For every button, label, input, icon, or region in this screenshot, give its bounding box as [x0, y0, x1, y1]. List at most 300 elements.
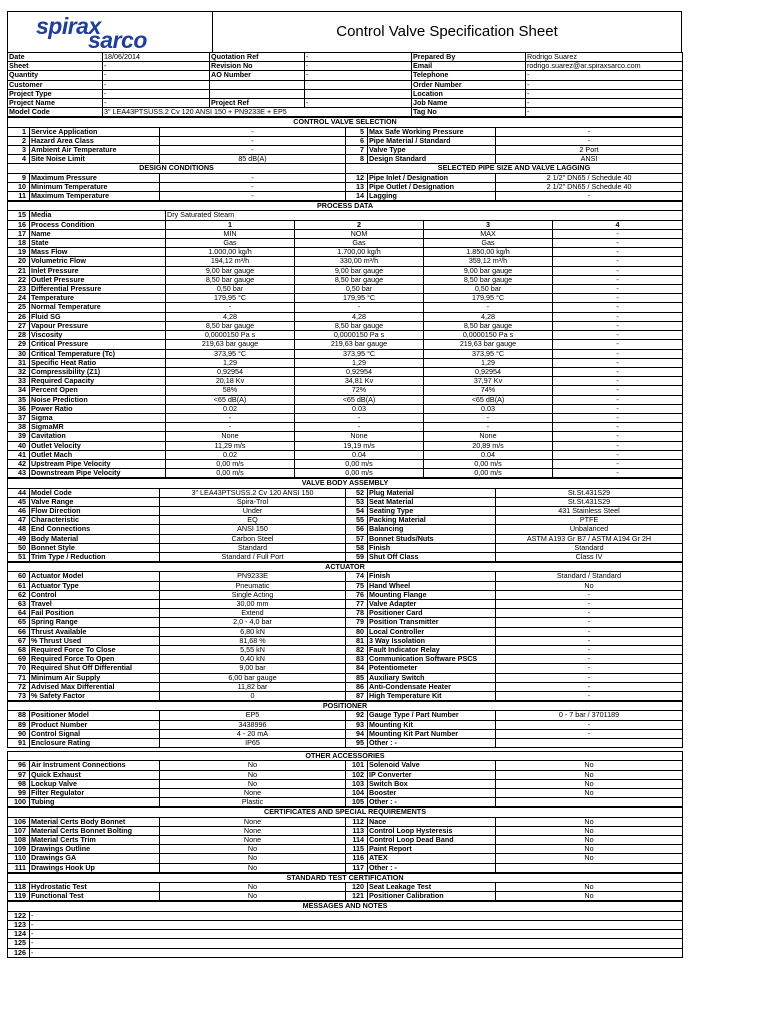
row-label: Site Noise Limit: [30, 155, 160, 164]
section-header: [8, 702, 683, 711]
row-value: 5,55 kN: [160, 646, 346, 655]
row-label: High Temperature Kit: [368, 692, 496, 701]
row-label: Advised Max Differential: [30, 682, 160, 691]
info-label: Telephone: [412, 71, 526, 80]
process-row: [8, 312, 683, 321]
row-number: 17: [8, 229, 30, 238]
row-label: Temperature: [30, 294, 166, 303]
info-row: [8, 108, 683, 117]
row-value: -: [496, 599, 683, 608]
row-value: 0.02: [166, 450, 295, 459]
row-label: Minimum Temperature: [30, 182, 160, 191]
row-value: -: [553, 266, 683, 275]
row-value: 4,28: [424, 312, 553, 321]
row-label: Product Number: [30, 720, 160, 729]
row-number: 59: [346, 552, 368, 561]
section-header: [8, 752, 683, 761]
process-row: [8, 321, 683, 330]
spec-row: [8, 609, 683, 618]
row-value: ANSI 150: [160, 525, 346, 534]
row-value: None: [160, 789, 346, 798]
row-label: Communication Software PSCS: [368, 655, 496, 664]
row-number: 73: [8, 692, 30, 701]
info-row: [8, 71, 683, 80]
row-label: Percent Open: [30, 386, 166, 395]
row-value: 0,50 bar: [424, 285, 553, 294]
spec-row: [8, 552, 683, 561]
row-value: -: [496, 192, 683, 201]
row-label: Max Safe Working Pressure: [368, 127, 496, 136]
row-number: 28: [8, 331, 30, 340]
row-number: 23: [8, 285, 30, 294]
row-value: PN9233E: [160, 572, 346, 581]
row-number: 7: [346, 146, 368, 155]
row-number: 41: [8, 450, 30, 459]
row-number: 68: [8, 646, 30, 655]
row-number: 101: [346, 761, 368, 770]
row-number: 67: [8, 636, 30, 645]
row-number: 92: [346, 711, 368, 720]
data-table: [7, 117, 683, 201]
row-label: Control Signal: [30, 729, 160, 738]
row-value: 8,50 bar gauge: [424, 321, 553, 330]
row-value: -: [166, 303, 295, 312]
row-label: Potentiometer: [368, 664, 496, 673]
row-value: Standard / Full Port: [160, 552, 346, 561]
row-label: Characteristic: [30, 516, 160, 525]
row-value: 1.700,00 kg/h: [295, 248, 424, 257]
row-label: ATEX: [368, 854, 496, 863]
row-number: 16: [8, 220, 30, 229]
row-value: MAX: [424, 229, 553, 238]
process-row: [8, 229, 683, 238]
info-value: [305, 80, 412, 89]
process-row: [8, 367, 683, 376]
process-row: [8, 423, 683, 432]
row-label: Name: [30, 229, 166, 238]
row-value: Under: [160, 506, 346, 515]
row-value: 2 1/2" DN65 / Schedule 40: [496, 182, 683, 191]
row-label: Required Shut Off Differential: [30, 664, 160, 673]
spec-row: [8, 817, 683, 826]
row-value: 0.02: [166, 404, 295, 413]
row-value: No: [160, 779, 346, 788]
process-row: [8, 358, 683, 367]
note-row: [8, 948, 683, 957]
row-label: Finish: [368, 572, 496, 581]
row-value: 11,29 m/s: [166, 441, 295, 450]
row-value: 0: [160, 692, 346, 701]
row-value: NOM: [295, 229, 424, 238]
row-label: Gauge Type / Part Number: [368, 711, 496, 720]
row-value: Plastic: [160, 798, 346, 807]
row-label: Critical Temperature (Tc): [30, 349, 166, 358]
row-number: 81: [346, 636, 368, 645]
row-value: -: [295, 303, 424, 312]
spec-row: [8, 673, 683, 682]
row-label: Media: [30, 211, 166, 220]
info-label: Location: [412, 89, 526, 98]
row-label: Quick Exhaust: [30, 770, 160, 779]
row-number: 20: [8, 257, 30, 266]
row-number: 125: [8, 939, 30, 948]
row-number: 121: [346, 892, 368, 901]
row-value: 0,00 m/s: [166, 459, 295, 468]
info-label: [210, 80, 305, 89]
row-number: 107: [8, 826, 30, 835]
row-label: Fault Indicator Relay: [368, 646, 496, 655]
note-row: [8, 920, 683, 929]
row-value: Gas: [424, 239, 553, 248]
row-value: -: [553, 367, 683, 376]
row-value: -: [424, 413, 553, 422]
row-value: 8,50 bar gauge: [295, 275, 424, 284]
row-label: Fluid SG: [30, 312, 166, 321]
info-value: -: [526, 71, 683, 80]
spec-row: [8, 646, 683, 655]
row-value: 2,0 - 4,0 bar: [160, 618, 346, 627]
row-label: Lockup Valve: [30, 779, 160, 788]
info-value: -: [526, 99, 683, 108]
row-label: Pipe Outlet / Designation: [368, 182, 496, 191]
row-label: Outlet Velocity: [30, 441, 166, 450]
row-value: 9,00 bar: [160, 664, 346, 673]
row-label: Mounting Kit: [368, 720, 496, 729]
info-label: AO Number: [210, 71, 305, 80]
note-text: -: [30, 930, 683, 939]
spec-row: [8, 127, 683, 136]
row-label: Positioner Model: [30, 711, 160, 720]
row-number: 33: [8, 377, 30, 386]
row-value: 8,50 bar gauge: [295, 321, 424, 330]
row-number: 35: [8, 395, 30, 404]
row-value: -: [496, 590, 683, 599]
row-number: 79: [346, 618, 368, 627]
data-table: [7, 751, 683, 807]
row-number: 27: [8, 321, 30, 330]
row-value: None: [160, 817, 346, 826]
row-number: 8: [346, 155, 368, 164]
info-row: [8, 80, 683, 89]
spec-row: [8, 655, 683, 664]
row-value: 1.000,00 kg/h: [166, 248, 295, 257]
row-value: [496, 798, 683, 807]
row-value: -: [553, 257, 683, 266]
info-label: [210, 89, 305, 98]
info-value: -: [526, 108, 683, 117]
row-label: Position Transmitter: [368, 618, 496, 627]
row-label: Drawings GA: [30, 854, 160, 863]
row-value: Gas: [166, 239, 295, 248]
row-number: 61: [8, 581, 30, 590]
process-row: [8, 285, 683, 294]
row-value: No: [496, 789, 683, 798]
row-value: No: [496, 779, 683, 788]
row-value: 37,97 Kv: [424, 377, 553, 386]
spec-row: [8, 692, 683, 701]
row-value: 373,95 °C: [424, 349, 553, 358]
row-value: 9,00 bar gauge: [424, 266, 553, 275]
row-label: Local Controller: [368, 627, 496, 636]
note-text: -: [30, 948, 683, 957]
row-number: 22: [8, 275, 30, 284]
row-value: -: [553, 275, 683, 284]
spec-row: [8, 627, 683, 636]
row-value: -: [496, 682, 683, 691]
row-value: 3438996: [160, 720, 346, 729]
row-label: Outlet Mach: [30, 450, 166, 459]
info-label: Date: [8, 53, 103, 62]
row-label: Valve Type: [368, 146, 496, 155]
row-value: 20,18 Kv: [166, 377, 295, 386]
row-value: 1,29: [295, 358, 424, 367]
row-label: End Connections: [30, 525, 160, 534]
data-table: [7, 478, 683, 562]
row-value: -: [496, 646, 683, 655]
row-label: 3 Way Issolation: [368, 636, 496, 645]
process-row: [8, 248, 683, 257]
row-value: 330,00 m³/h: [295, 257, 424, 266]
row-value: <65 dB(A): [166, 395, 295, 404]
row-label: Volumetric Flow: [30, 257, 166, 266]
section-title: POSITIONER: [8, 702, 683, 711]
info-value: -: [305, 53, 412, 62]
row-label: Shut Off Class: [368, 552, 496, 561]
row-value: -: [496, 609, 683, 618]
row-number: 70: [8, 664, 30, 673]
row-number: 83: [346, 655, 368, 664]
row-number: 93: [346, 720, 368, 729]
section-header: [8, 164, 683, 173]
spec-row: [8, 836, 683, 845]
row-value: 85 dB(A): [160, 155, 346, 164]
process-row: [8, 413, 683, 422]
info-label: Revision No: [210, 62, 305, 71]
section-header: [8, 902, 683, 911]
row-value: 0 - 7 bar / 3701189: [496, 711, 683, 720]
row-number: 71: [8, 673, 30, 682]
row-label: Seat Leakage Test: [368, 883, 496, 892]
row-number: 44: [8, 488, 30, 497]
row-value: No: [160, 854, 346, 863]
row-value: -: [553, 294, 683, 303]
row-value: No: [496, 581, 683, 590]
row-value: 9,00 bar gauge: [295, 266, 424, 275]
row-value: No: [496, 854, 683, 863]
row-value: -: [166, 423, 295, 432]
row-value: No: [496, 836, 683, 845]
row-label: Material Certs Bonnet Bolting: [30, 826, 160, 835]
row-value: 0,00 m/s: [166, 469, 295, 478]
condition-column: 1: [166, 220, 295, 229]
row-number: 106: [8, 817, 30, 826]
row-value: -: [553, 395, 683, 404]
row-value: 0,00 m/s: [295, 469, 424, 478]
section-title: OTHER ACCESSORIES: [8, 752, 683, 761]
row-label: Noise Prediction: [30, 395, 166, 404]
row-value: Unbalanced: [496, 525, 683, 534]
row-label: Hazard Area Class: [30, 136, 160, 145]
row-label: Other : -: [368, 798, 496, 807]
row-label: Functional Test: [30, 892, 160, 901]
spec-row: [8, 720, 683, 729]
row-number: 29: [8, 340, 30, 349]
row-value: EP5: [160, 711, 346, 720]
row-number: 104: [346, 789, 368, 798]
row-number: 124: [8, 930, 30, 939]
row-value: 373,95 °C: [295, 349, 424, 358]
row-number: 108: [8, 836, 30, 845]
spec-row: [8, 770, 683, 779]
info-value: -: [103, 71, 210, 80]
row-number: 126: [8, 948, 30, 957]
row-label: Hydrostatic Test: [30, 883, 160, 892]
section-title: VALVE BODY ASSEMBLY: [8, 479, 683, 488]
row-label: Flow Direction: [30, 506, 160, 515]
row-number: 31: [8, 358, 30, 367]
spec-row: [8, 789, 683, 798]
data-table: [7, 562, 683, 701]
row-label: State: [30, 239, 166, 248]
row-value: None: [160, 826, 346, 835]
info-label: Quotation Ref: [210, 53, 305, 62]
row-value: 179,95 °C: [166, 294, 295, 303]
note-text: -: [30, 920, 683, 929]
row-label: Compressibility (Z1): [30, 367, 166, 376]
row-value: No: [160, 770, 346, 779]
spec-row: [8, 581, 683, 590]
row-number: 5: [346, 127, 368, 136]
process-row: [8, 395, 683, 404]
row-label: Material Certs Trim: [30, 836, 160, 845]
section-title: DESIGN CONDITIONS: [8, 164, 346, 173]
row-value: -: [424, 423, 553, 432]
row-label: Specific Heat Ratio: [30, 358, 166, 367]
row-number: 18: [8, 239, 30, 248]
row-number: 37: [8, 413, 30, 422]
row-value: PTFE: [496, 516, 683, 525]
data-table: [7, 901, 683, 957]
row-label: Thrust Available: [30, 627, 160, 636]
row-label: Drawings Hook Up: [30, 863, 160, 872]
row-value: 8,50 bar gauge: [166, 275, 295, 284]
row-value: -: [160, 173, 346, 182]
row-number: 97: [8, 770, 30, 779]
spec-row: [8, 854, 683, 863]
row-value: -: [553, 229, 683, 238]
row-number: 76: [346, 590, 368, 599]
row-value: [496, 739, 683, 748]
row-number: 2: [8, 136, 30, 145]
section-header: [8, 563, 683, 572]
row-number: 24: [8, 294, 30, 303]
row-number: 34: [8, 386, 30, 395]
row-value: 0,40 kN: [160, 655, 346, 664]
row-value: -: [496, 618, 683, 627]
note-row: [8, 930, 683, 939]
row-number: 4: [8, 155, 30, 164]
row-value: -: [553, 321, 683, 330]
row-label: Normal Temperature: [30, 303, 166, 312]
row-value: 8,50 bar gauge: [166, 321, 295, 330]
row-value: 179,95 °C: [295, 294, 424, 303]
section-header: [8, 873, 683, 882]
row-number: 112: [346, 817, 368, 826]
row-value: 2 1/2" DN65 / Schedule 40: [496, 173, 683, 182]
row-value: -: [496, 127, 683, 136]
row-value: 4 - 20 mA: [160, 729, 346, 738]
row-label: Differential Pressure: [30, 285, 166, 294]
row-number: 85: [346, 673, 368, 682]
row-number: 63: [8, 599, 30, 608]
row-number: 75: [346, 581, 368, 590]
spec-row: [8, 146, 683, 155]
row-value: 0.03: [424, 404, 553, 413]
info-value: -: [305, 99, 412, 108]
section-header: [8, 202, 683, 211]
row-number: 117: [346, 863, 368, 872]
info-value: -: [103, 62, 210, 71]
process-row: [8, 469, 683, 478]
info-value: -: [305, 71, 412, 80]
row-number: 54: [346, 506, 368, 515]
row-value: Gas: [295, 239, 424, 248]
row-label: Anti-Condensate Heater: [368, 682, 496, 691]
spec-row: [8, 682, 683, 691]
info-label: Customer: [8, 80, 103, 89]
row-number: 45: [8, 497, 30, 506]
row-number: 65: [8, 618, 30, 627]
row-number: 52: [346, 488, 368, 497]
info-label: Quantity: [8, 71, 103, 80]
row-value: Standard: [496, 543, 683, 552]
row-number: 110: [8, 854, 30, 863]
section-title: CERTIFICATES AND SPECIAL REQUIREMENTS: [8, 808, 683, 817]
process-row: [8, 266, 683, 275]
row-value: No: [496, 892, 683, 901]
process-row: [8, 331, 683, 340]
row-value: -: [553, 413, 683, 422]
row-number: 51: [8, 552, 30, 561]
process-row: [8, 377, 683, 386]
info-value: -: [103, 99, 210, 108]
row-value: 0,0000150 Pa s: [166, 331, 295, 340]
row-value: 1.850,00 kg/h: [424, 248, 553, 257]
row-label: Air Instrument Connections: [30, 761, 160, 770]
spec-row: [8, 173, 683, 182]
row-number: 122: [8, 911, 30, 920]
row-value: No: [496, 845, 683, 854]
row-number: 115: [346, 845, 368, 854]
row-value: 6,80 kN: [160, 627, 346, 636]
row-value: 0,00 m/s: [295, 459, 424, 468]
row-number: 99: [8, 789, 30, 798]
spec-row: [8, 572, 683, 581]
row-value: 219,63 bar gauge: [166, 340, 295, 349]
row-number: 48: [8, 525, 30, 534]
row-number: 50: [8, 543, 30, 552]
row-number: 40: [8, 441, 30, 450]
info-label: Email: [412, 62, 526, 71]
row-label: Trim Type / Reduction: [30, 552, 160, 561]
row-value: <65 dB(A): [295, 395, 424, 404]
row-label: Critical Pressure: [30, 340, 166, 349]
row-number: 32: [8, 367, 30, 376]
row-label: Vapour Pressure: [30, 321, 166, 330]
row-number: 72: [8, 682, 30, 691]
row-number: 1: [8, 127, 30, 136]
row-number: 6: [346, 136, 368, 145]
